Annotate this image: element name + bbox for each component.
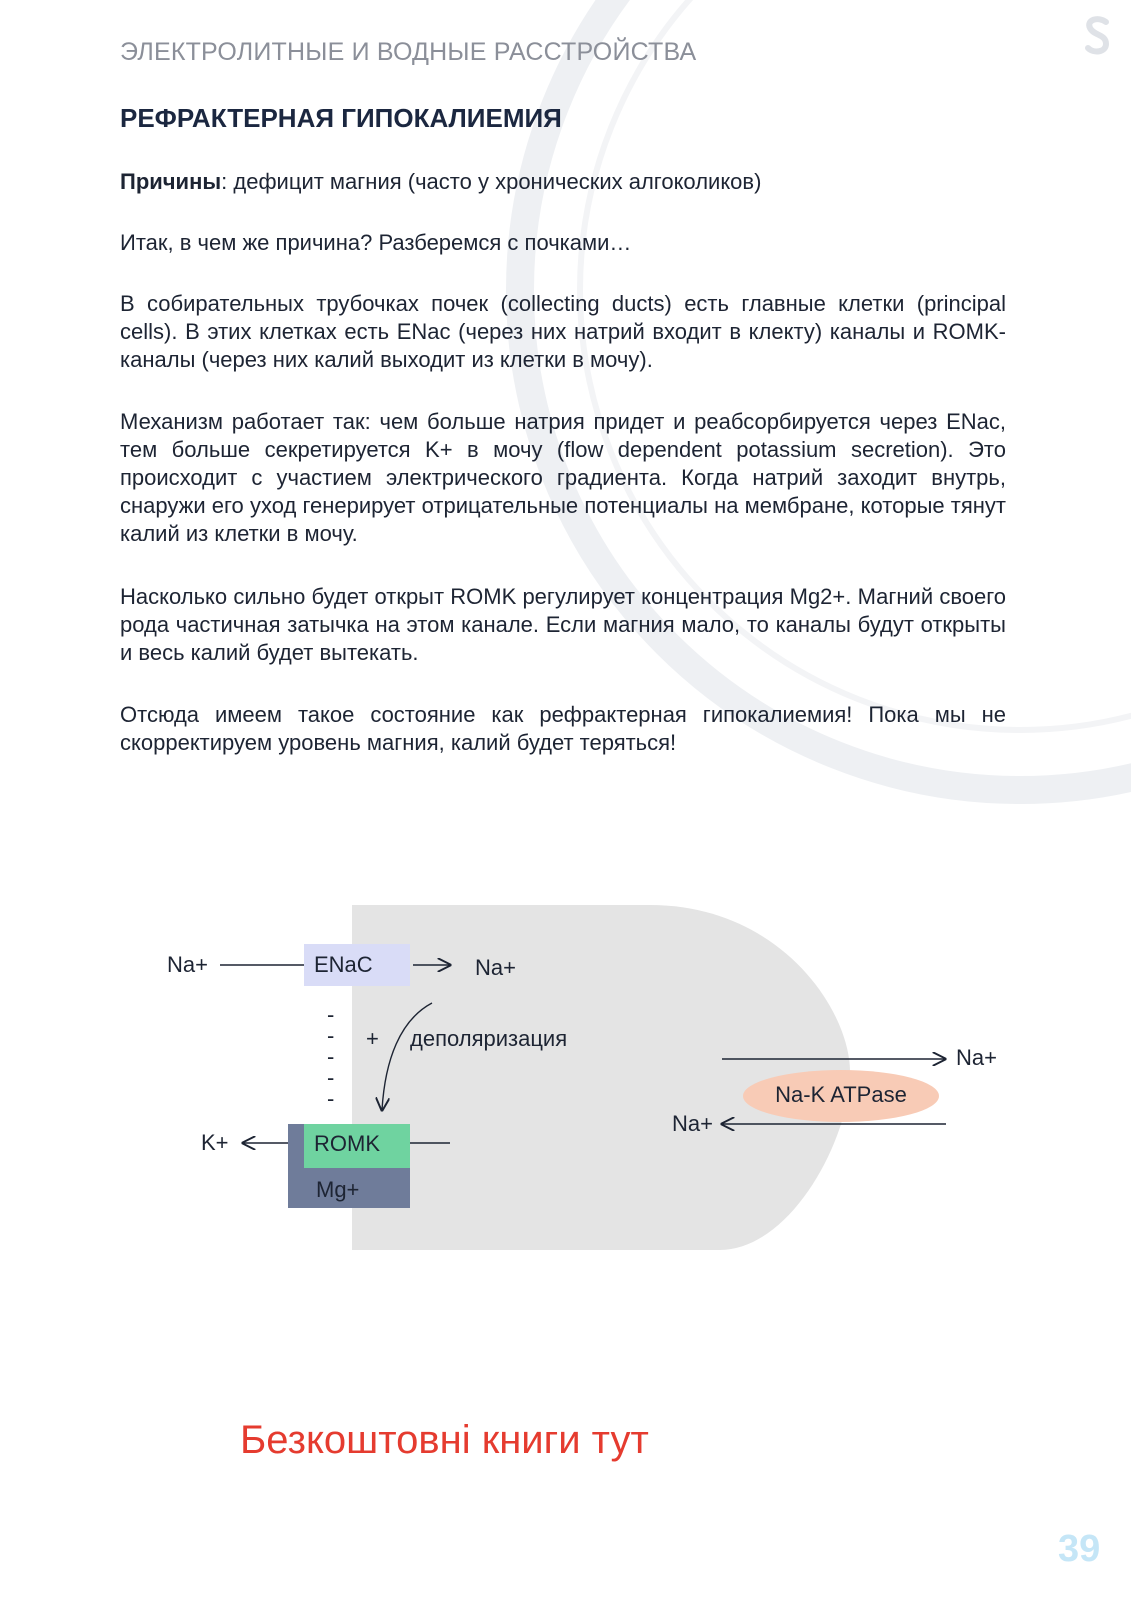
mg-plug: Mg+ xyxy=(288,1168,410,1208)
romk-channel-side xyxy=(288,1124,304,1168)
causes-text: : дефицит магния (часто у хронических алгоколиков) xyxy=(221,169,762,194)
romk-channel: ROMK xyxy=(304,1124,410,1168)
minus-sign: - xyxy=(327,1044,335,1069)
paragraph: В собирательных трубочках почек (collecting ducts) есть главные клетки (principal cells). В этих клетках есть ENac (через них натрий входит в клекту) каналы и ROMK-каналы (через них калий выходит из клетки в мочу). xyxy=(120,291,1006,372)
plus-sign: + xyxy=(366,1026,379,1051)
k-out-label: K+ xyxy=(201,1130,229,1155)
minus-sign: - xyxy=(327,1023,335,1048)
na-out-right-label: Na+ xyxy=(956,1045,997,1070)
na-k-atpase: Na-K ATPase xyxy=(743,1070,939,1122)
paragraph: Насколько сильно будет открыт ROMK регулирует концентрация Mg2+. Магний своего рода частичная затычка на этом канале. Если магния мало, то каналы будут открыты и весь калий будет вытекать. xyxy=(120,584,1006,665)
depolarization-label: деполяризация xyxy=(410,1026,568,1051)
paragraph: Отсюда имеем такое состояние как рефрактерная гипокалиемия! Пока мы не скорректируем уровень магния, калий будет теряться! xyxy=(120,702,1006,755)
free-books-link[interactable]: Безкоштовні книги тут xyxy=(240,1418,649,1462)
minus-sign: - xyxy=(327,1002,335,1027)
na-outside-label: Na+ xyxy=(167,952,208,977)
page-title: РЕФРАКТЕРНАЯ ГИПОКАЛИЕМИЯ xyxy=(120,103,562,133)
paragraph: Итак, в чем же причина? Разберемся с почками… xyxy=(120,230,632,255)
enac-channel: ENaC xyxy=(304,944,410,986)
minus-sign: - xyxy=(327,1065,335,1090)
section-header: ЭЛЕКТРОЛИТНЫЕ И ВОДНЫЕ РАССТРОЙСТВА xyxy=(120,38,697,66)
na-inside-label: Na+ xyxy=(475,955,516,980)
na-back-label: Na+ xyxy=(672,1111,713,1136)
paragraph: Механизм работает так: чем больше натрия придет и реабсорбируется через ENac, тем больше секретируется K+ в мочу (flow dependent potassium secretion). Это происходит с участием электрического градиента. Когда натрий заходит внутрь, снаружи его уход генерирует отрицательные потенциалы на мембране, которые тянут калий из клетки в мочу. xyxy=(120,409,1006,546)
minus-sign: - xyxy=(327,1086,335,1111)
page-number: 39 xyxy=(1058,1528,1101,1570)
causes-label: Причины xyxy=(120,169,222,194)
